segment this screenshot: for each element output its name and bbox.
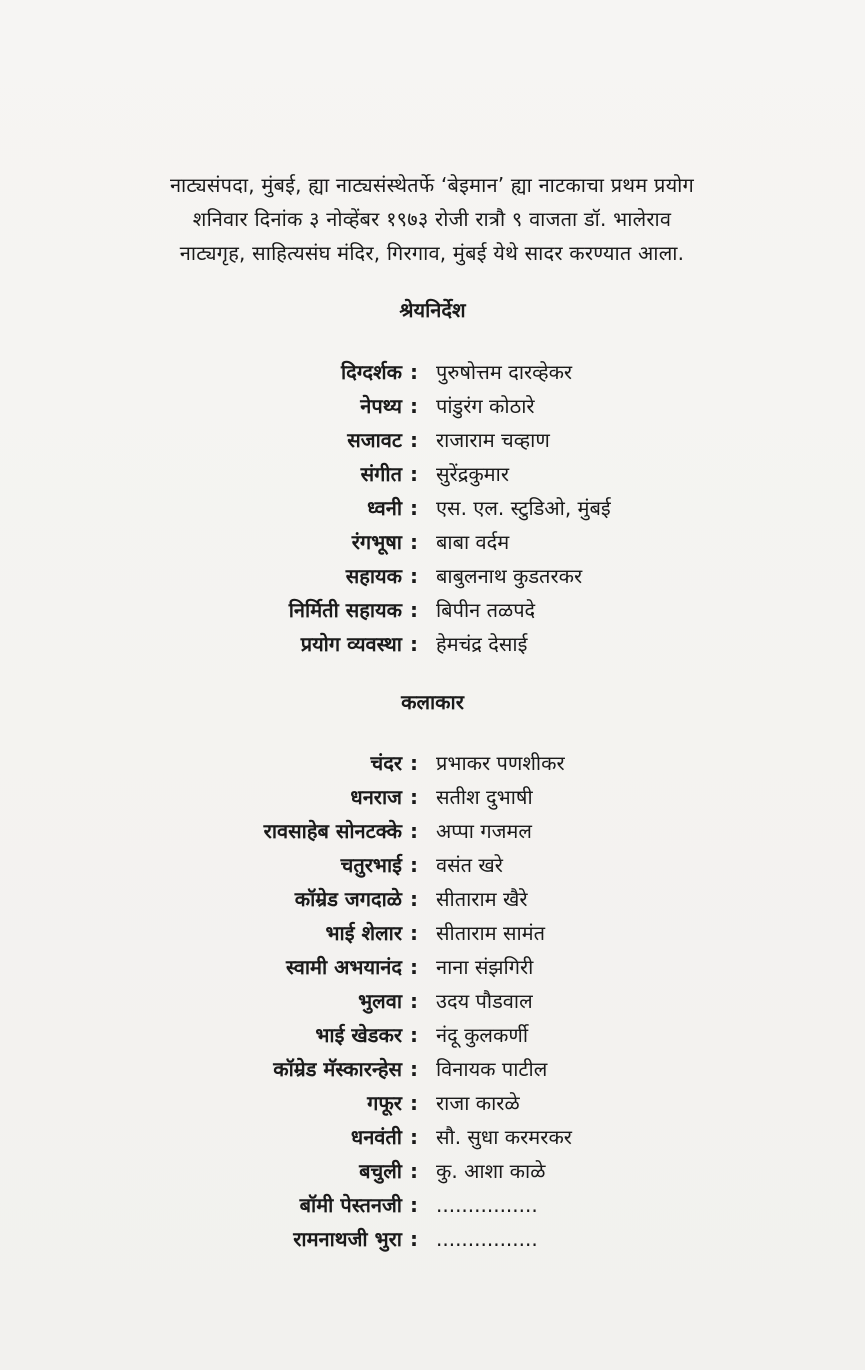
separator: : (410, 1227, 418, 1251)
intro-paragraph (108, 168, 756, 270)
credit-row (0, 593, 865, 627)
credit-row (0, 491, 865, 525)
credit-row (0, 559, 865, 593)
role-label: कॉम्रेड मॅस्कारन्हेस (273, 1057, 402, 1081)
role-label: रंगभूषा (351, 530, 402, 554)
separator: : (410, 496, 418, 520)
person-name: ................ (436, 1227, 538, 1251)
role-label: चतुरभाई (340, 853, 402, 877)
separator: : (410, 1193, 418, 1217)
separator: : (410, 1159, 418, 1183)
separator: : (410, 751, 418, 775)
person-name: नाना संझगिरी (436, 955, 534, 979)
role-label: गफूर (367, 1091, 402, 1115)
role-label: कॉम्रेड जगदाळे (294, 887, 402, 911)
person-name: पुरुषोत्तम दारव्हेकर (436, 360, 573, 384)
person-name: राजाराम चव्हाण (436, 428, 550, 452)
cast-row (0, 780, 865, 814)
cast-row (0, 848, 865, 882)
role-label: सहायक (345, 564, 402, 588)
cast-row (0, 1188, 865, 1222)
role-label: धनराज (350, 785, 402, 809)
credit-row (0, 389, 865, 423)
person-name: सुरेंद्रकुमार (436, 462, 509, 486)
separator: : (410, 394, 418, 418)
role-label: रावसाहेब सोनटक्के (263, 819, 402, 843)
credits-heading: श्रेयनिर्देश (399, 298, 466, 322)
separator: : (410, 428, 418, 452)
role-label: चंदर (370, 751, 402, 775)
credit-row (0, 627, 865, 661)
person-name: नंदू कुलकर्णी (436, 1023, 528, 1047)
role-label: नेपथ्य (360, 394, 402, 418)
separator: : (410, 853, 418, 877)
person-name: सीताराम खैरे (436, 887, 528, 911)
person-name: अप्पा गजमल (436, 819, 532, 843)
credit-row (0, 423, 865, 457)
role-label: संगीत (360, 462, 402, 486)
role-label: प्रयोग व्यवस्था (300, 632, 402, 656)
cast-heading: कलाकार (401, 690, 464, 714)
person-name: पांडुरंग कोठारे (436, 394, 535, 418)
cast-list (0, 746, 865, 1256)
person-name: प्रभाकर पणशीकर (436, 751, 565, 775)
credit-row (0, 525, 865, 559)
cast-row (0, 1086, 865, 1120)
separator: : (410, 1057, 418, 1081)
credit-row (0, 457, 865, 491)
role-label: ध्वनी (367, 496, 402, 520)
separator: : (410, 989, 418, 1013)
person-name: वसंत खरे (436, 853, 503, 877)
person-name: हेमचंद्र देसाई (436, 632, 528, 656)
role-label: दिग्दर्शक (341, 360, 402, 384)
person-name: बिपीन तळपदे (436, 598, 536, 622)
separator: : (410, 632, 418, 656)
separator: : (410, 887, 418, 911)
separator: : (410, 1023, 418, 1047)
separator: : (410, 955, 418, 979)
separator: : (410, 1125, 418, 1149)
person-name: एस. एल. स्टुडिओ, मुंबई (436, 496, 611, 520)
separator: : (410, 462, 418, 486)
person-name: राजा कारळे (436, 1091, 520, 1115)
role-label: बॉमी पेस्तनजी (299, 1193, 402, 1217)
person-name: बाबा वर्दम (436, 530, 510, 554)
person-name: विनायक पाटील (436, 1057, 548, 1081)
role-label: रामनाथजी भुरा (293, 1227, 402, 1251)
role-label: बचुली (359, 1159, 402, 1183)
intro-line: शनिवार दिनांक ३ नोव्हेंबर १९७३ रोजी रात्रौ ९ वाजता डॉ. भालेराव (192, 207, 672, 231)
intro-line: नाट्यसंपदा, मुंबई, ह्या नाट्यसंस्थेतर्फे ‘बेइमान’ ह्या नाटकाचा प्रथम प्रयोग (169, 173, 695, 197)
cast-row (0, 1052, 865, 1086)
cast-row (0, 882, 865, 916)
intro-line: नाट्यगृह, साहित्यसंघ मंदिर, गिरगाव, मुंबई येथे सादर करण्यात आला. (179, 241, 685, 265)
cast-row (0, 746, 865, 780)
cast-row (0, 1120, 865, 1154)
separator: : (410, 1091, 418, 1115)
person-name: सतीश दुभाषी (436, 785, 533, 809)
role-label: धनवंती (350, 1125, 402, 1149)
cast-row (0, 984, 865, 1018)
role-label: स्वामी अभयानंद (285, 955, 402, 979)
person-name: बाबुलनाथ कुडतरकर (436, 564, 583, 588)
role-label: भाई खेडकर (315, 1023, 402, 1047)
person-name: उदय पौडवाल (436, 989, 533, 1013)
role-label: भाई शेलार (325, 921, 402, 945)
cast-row (0, 1018, 865, 1052)
separator: : (410, 598, 418, 622)
separator: : (410, 360, 418, 384)
cast-row (0, 1154, 865, 1188)
credit-row (0, 355, 865, 389)
separator: : (410, 819, 418, 843)
cast-row (0, 916, 865, 950)
cast-row (0, 1222, 865, 1256)
role-label: सजावट (347, 428, 402, 452)
credits-list (0, 355, 865, 661)
separator: : (410, 564, 418, 588)
person-name: कु. आशा काळे (436, 1159, 546, 1183)
separator: : (410, 921, 418, 945)
separator: : (410, 785, 418, 809)
separator: : (410, 530, 418, 554)
cast-row (0, 814, 865, 848)
person-name: सौ. सुधा करमरकर (436, 1125, 572, 1149)
role-label: भुलवा (358, 989, 402, 1013)
person-name: ................ (436, 1193, 538, 1217)
role-label: निर्मिती सहायक (288, 598, 402, 622)
person-name: सीताराम सामंत (436, 921, 546, 945)
cast-row (0, 950, 865, 984)
